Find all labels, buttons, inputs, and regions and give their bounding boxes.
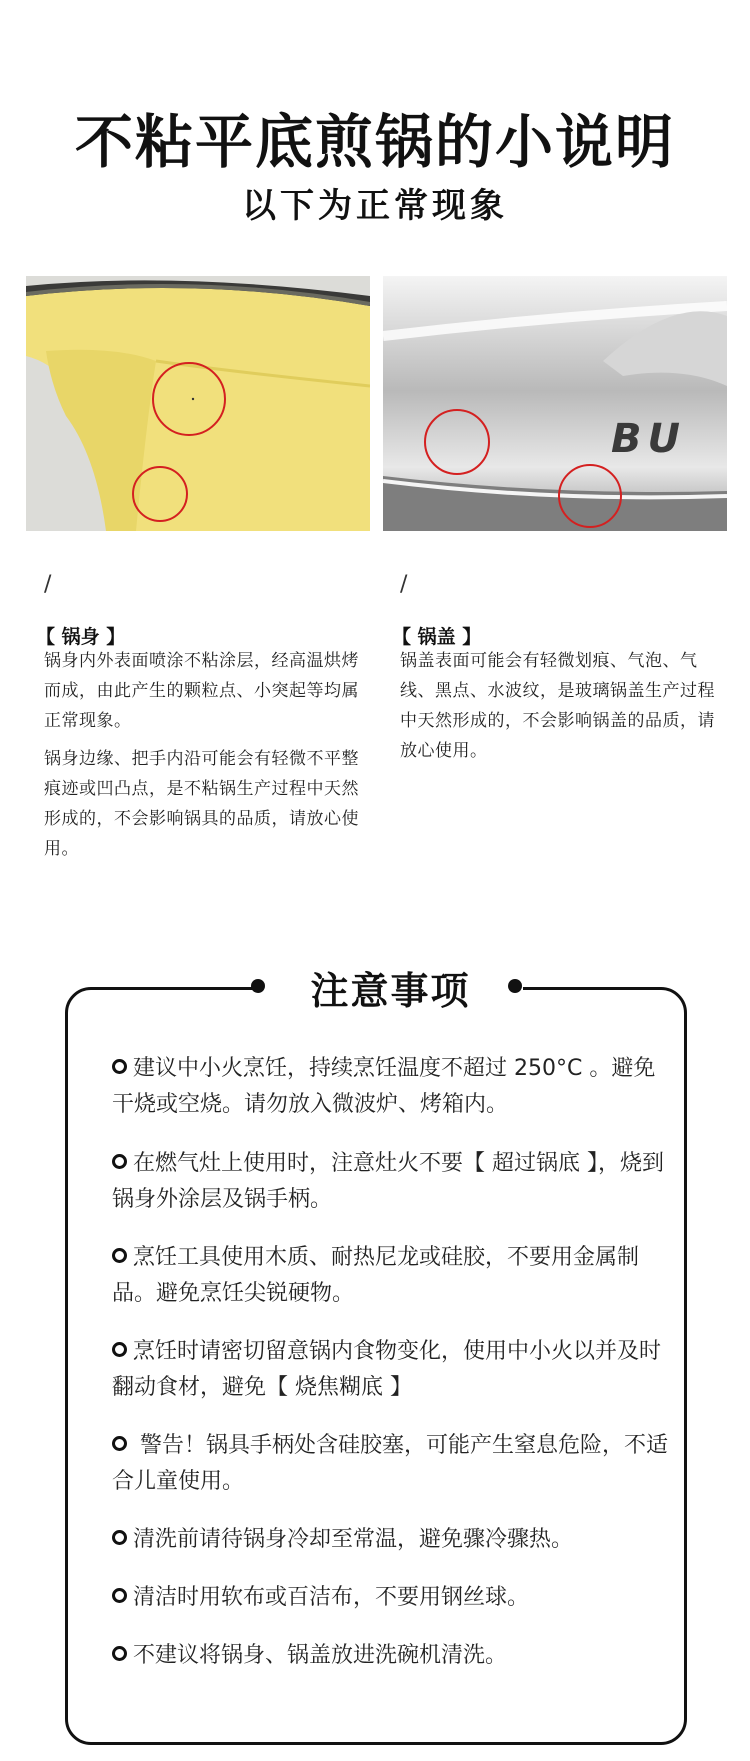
notice-item: 不建议将锅身、锅盖放进洗碗机清洗。: [112, 1638, 672, 1674]
section-lid-paragraph-1: 锅盖表面可能会有轻微划痕、气泡、气线、黑点、水波纹，是玻璃锅盖生产过程中天然形成的，不会影响锅盖的品质，请放心使用。: [400, 651, 715, 761]
bullet-circle-icon: [112, 1588, 127, 1603]
section-body-paragraph-1: 锅身内外表面喷涂不粘涂层，经高温烘烤而成，由此产生的颗粒点、小突起等均属正常现象。: [44, 651, 359, 731]
page-title: 不粘平底煎锅的小说明: [74, 108, 675, 176]
section-divider-slash: /: [400, 572, 408, 597]
notice-item: 警告！锅具手柄处含硅胶塞，可能产生窒息危险，不适合儿童使用。: [112, 1433, 668, 1494]
section-title-body: 【 锅身 】: [36, 626, 126, 648]
page-subtitle: 以下为正常现象: [242, 186, 508, 226]
notice-title: 注意事项: [310, 969, 471, 1013]
section-body-paragraph-2: 锅身边缘、把手内沿可能会有轻微不平整痕迹或凹凸点，是不粘锅生产过程中天然形成的，不会影响锅具的品质，请放心使用。: [44, 749, 359, 859]
notice-item: 烹饪时请密切留意锅内食物变化，使用中小火以并及时翻动食材，避免【 烧焦糊底 】: [112, 1339, 662, 1400]
bullet-circle-icon: [112, 1342, 127, 1357]
section-title-lid: 【 锅盖 】: [392, 626, 482, 648]
bullet-circle-icon: [112, 1154, 127, 1169]
notice-item: 在燃气灶上使用时，注意灶火不要【 超过锅底 】，烧到锅身外涂层及锅手柄。: [112, 1151, 664, 1212]
notice-item: 建议中小火烹饪，持续烹饪温度不超过 250°C 。避免干烧或空烧。请勿放入微波炉、烤箱内。: [112, 1056, 656, 1117]
section-divider-slash: /: [44, 572, 52, 597]
notice-item: 清洁时用软布或百洁布，不要用钢丝球。: [112, 1580, 672, 1616]
bullet-circle-icon: [112, 1248, 127, 1263]
brand-text: BU: [611, 416, 686, 462]
notice-item: 清洗前请待锅身冷却至常温，避免骤冷骤热。: [112, 1522, 672, 1558]
bullet-circle-icon: [112, 1059, 127, 1074]
notice-dot-left: [251, 979, 265, 993]
notice-item: 烹饪工具使用木质、耐热尼龙或硅胶，不要用金属制品。避免烹饪尖锐硬物。: [112, 1245, 640, 1306]
bullet-circle-icon: [112, 1530, 127, 1545]
yellow-pan-closeup-image: [26, 276, 370, 531]
bullet-circle-icon: [112, 1436, 127, 1451]
bullet-circle-icon: [112, 1646, 127, 1661]
glass-lid-closeup-image: [383, 276, 727, 531]
